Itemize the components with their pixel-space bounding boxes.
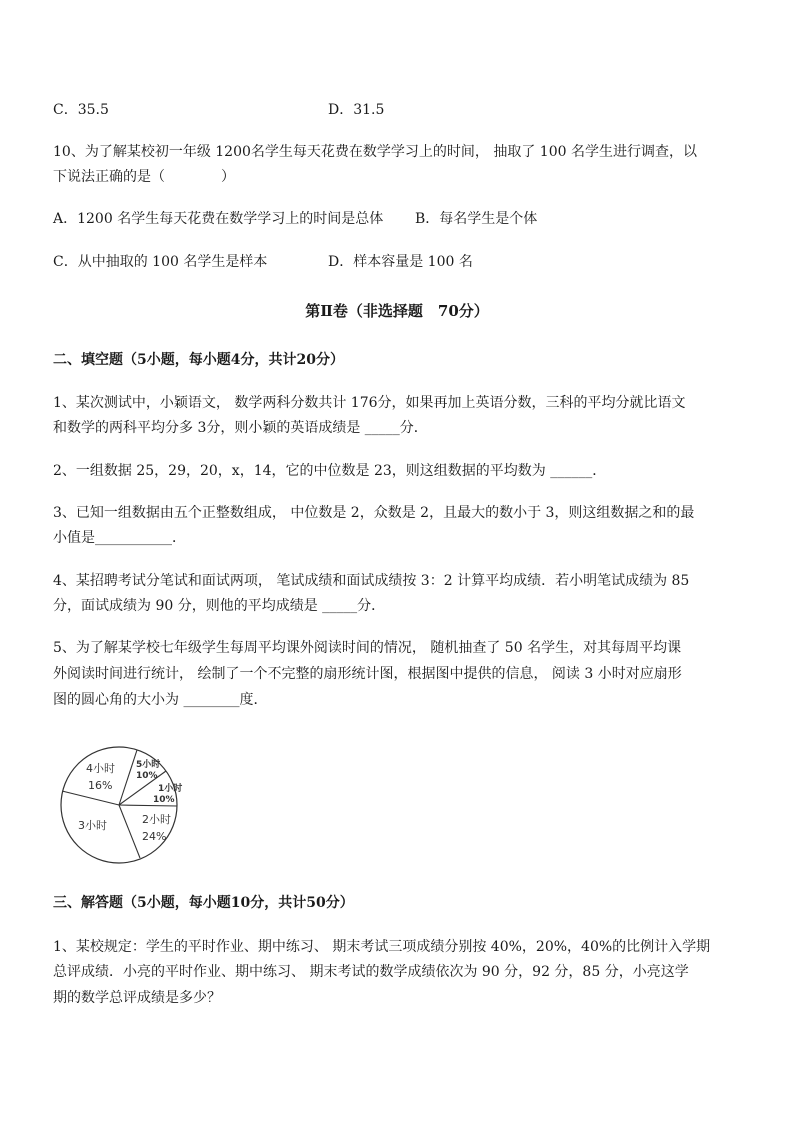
part2-title: 第Ⅱ卷（非选择题 70分） <box>305 302 489 320</box>
pie-label-5h-name: 5小时 <box>136 760 161 770</box>
pie-label-4h-name: 4小时 <box>86 762 115 775</box>
pie-label-2h-percent: 24% <box>142 830 167 843</box>
q10-stem-line2: 下说法正确的是（ ） <box>53 169 235 185</box>
pie-chart-figure <box>58 745 188 870</box>
s2-q3-line1: 3、已知一组数据由五个正整数组成， 中位数是 2，众数是 2，且最大的数小于 3，则这组数据之和的最 <box>53 505 695 521</box>
pie-label-3h-name: 3小时 <box>78 819 107 832</box>
s2-q5-line1: 5、为了解某学校七年级学生每周平均课外阅读时间的情况， 随机抽查了 50 名学生，对其每周平均课 <box>53 640 682 656</box>
s3-q1-line1: 1、某校规定：学生的平时作业、期中练习、 期末考试三项成绩分别按 40%，20%，40%的比例计入学期 <box>53 939 711 955</box>
pie-label-1h-percent: 10% <box>153 795 175 805</box>
pie-chart <box>58 745 188 870</box>
section3-heading: 三、解答题（5小题，每小题10分，共计50分） <box>53 895 354 911</box>
q10-option-a: A．1200 名学生每天花费在数学学习上的时间是总体 <box>53 211 384 227</box>
s2-q5-line3: 图的圆心角的大小为 ________度． <box>53 692 268 708</box>
s2-q1-line1: 1、某次测试中，小颖语文， 数学两科分数共计 176分，如果再加上英语分数，三科的平均分就比语文 <box>53 395 686 411</box>
q10-stem-line1: 10、为了解某校初一年级 1200名学生每天花费在数学学习上的时间， 抽取了 100 名学生进行调查，以 <box>53 144 697 160</box>
pie-label-2h-name: 2小时 <box>142 813 171 826</box>
s2-q5-line2: 外阅读时间进行统计， 绘制了一个不完整的扇形统计图，根据图中提供的信息， 阅读 3 小时对应扇形 <box>53 666 682 682</box>
q9-option-c: C．35.5 <box>53 102 109 118</box>
s3-q1-line3: 期的数学总评成绩是多少？ <box>53 990 221 1006</box>
q9-option-d: D．31.5 <box>328 102 385 118</box>
q10-option-b: B．每名学生是个体 <box>415 211 538 227</box>
s2-q4-line1: 4、某招聘考试分笔试和面试两项， 笔试成绩和面试成绩按 3：2 计算平均成绩．若小明笔试成绩为 85 <box>53 573 690 589</box>
s2-q2-line1: 2、一组数据 25，29，20，x，14，它的中位数是 23，则这组数据的平均数为 ______． <box>53 463 607 479</box>
q10-option-d: D．样本容量是 100 名 <box>328 254 473 270</box>
s2-q1-line2: 和数学的两科平均分多 3分，则小颖的英语成绩是 _____分． <box>53 420 428 436</box>
pie-label-5h-percent: 10% <box>136 771 158 781</box>
section2-heading: 二、填空题（5小题，每小题4分，共计20分） <box>53 352 344 368</box>
pie-label-4h-percent: 16% <box>88 779 113 792</box>
s2-q4-line2: 分，面试成绩为 90 分，则他的平均成绩是 _____分． <box>53 598 386 614</box>
s3-q1-line2: 总评成绩．小亮的平时作业、期中练习、 期末考试的数学成绩依次为 90 分，92 分，85 分，小亮这学 <box>53 964 689 980</box>
s2-q3-line2: 小值是___________． <box>53 530 186 546</box>
pie-label-1h-name: 1小时 <box>158 784 183 794</box>
q10-option-c: C．从中抽取的 100 名学生是样本 <box>53 254 268 270</box>
